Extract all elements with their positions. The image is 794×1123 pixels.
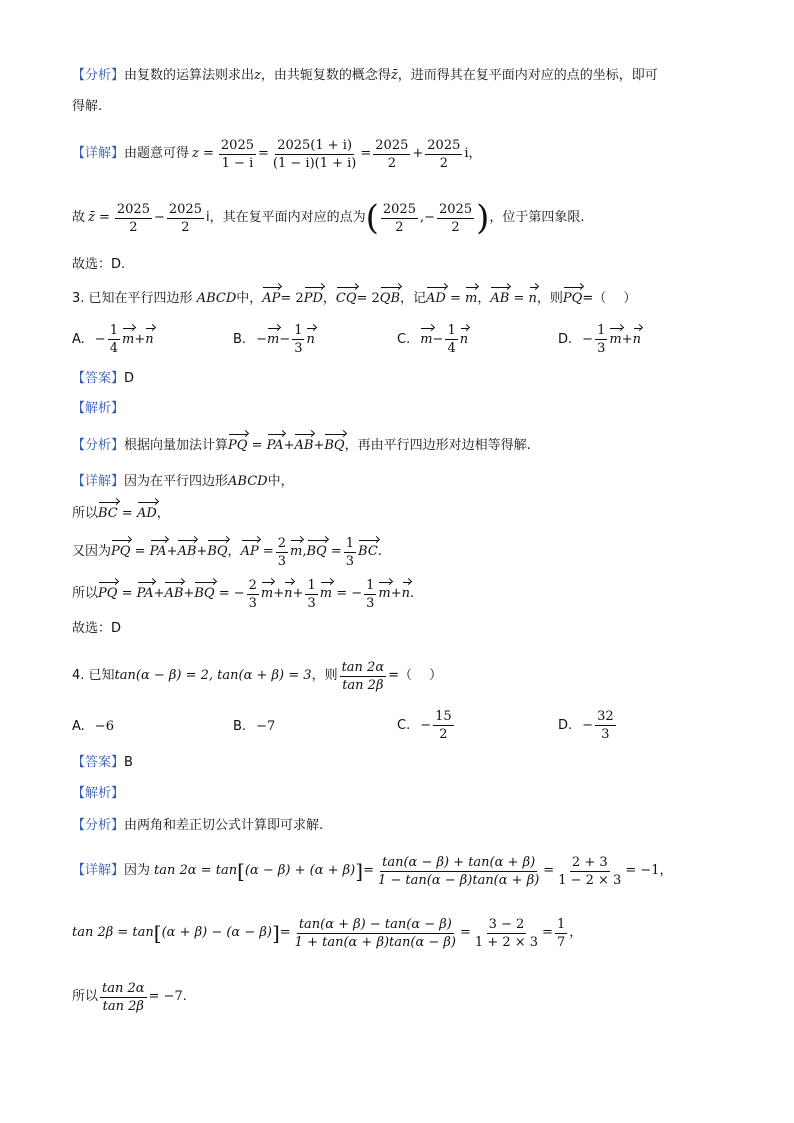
option-op: − xyxy=(279,331,291,347)
vec-pq: PQ xyxy=(228,438,248,453)
equation-lhs: z̄ = xyxy=(88,210,110,225)
option-label: D. xyxy=(558,331,573,347)
vec-bc: BC xyxy=(358,544,378,559)
plus: + xyxy=(313,438,325,453)
vec-ad: AD xyxy=(136,506,157,521)
q2-detail-line1 xyxy=(72,134,734,174)
vec-pa: PA xyxy=(149,544,167,559)
q3-detail-line3: 又因为 PQ = PA + AB + BQ ， AP = $\frac{2}{3}$ m , BQ = $\frac{1}{3}$ BC . xyxy=(72,535,382,569)
fraction: $\frac{\tan(\alpha - \beta) + \tan(\alpha + \beta)}{1 - \tan(\alpha - \beta)\tan(\alpha + \beta)}$ xyxy=(377,854,540,888)
fraction: $\frac{2025}{2}$ xyxy=(168,201,202,235)
vec-n: n xyxy=(528,291,537,306)
q3-choice: 故选：D xyxy=(72,621,122,636)
vec-m: m xyxy=(420,331,433,347)
vec-qb: QB xyxy=(379,291,401,306)
period: . xyxy=(182,989,187,1004)
option-label: C. xyxy=(397,717,411,733)
plus: + xyxy=(412,146,424,161)
analysis-tag: 【分析】 xyxy=(72,438,125,453)
equation-lhs: tan 2β = tan xyxy=(72,925,154,940)
equals: = xyxy=(121,586,133,601)
option-value: −7 xyxy=(256,719,276,734)
q3-option-b[interactable] xyxy=(233,322,315,357)
fraction: $\frac{1}{3}$ xyxy=(597,323,606,356)
analysis-text: 由复数的运算法则求出 xyxy=(124,68,255,83)
minus: − xyxy=(153,210,165,225)
analysis-text: ，由共轭复数的概念得 xyxy=(260,68,391,83)
vec-pd: PD xyxy=(303,291,323,306)
detail-tag: 【详解】 xyxy=(72,474,125,489)
fraction: $\frac{\tan 2\alpha}{\tan 2\beta}$ xyxy=(102,980,145,1014)
q4-conclusion xyxy=(72,976,734,1018)
analysis-text: 由两角和差正切公式计算即可求解. xyxy=(124,818,324,833)
separator: ， xyxy=(227,544,241,559)
vec-m: m xyxy=(465,291,478,306)
detail-text: i，其在复平面内对应的点为 xyxy=(205,210,366,225)
stem-text: =（ ） xyxy=(388,668,443,683)
fraction: $\frac{2025}{2}$ xyxy=(439,201,473,235)
plus: + xyxy=(196,544,208,559)
detail-text: 又因为 xyxy=(72,544,112,559)
q3-option-d[interactable] xyxy=(558,322,641,357)
analysis-tag: 【分析】 xyxy=(72,68,125,83)
vec-n: n xyxy=(632,331,641,347)
detail-tag: 【详解】 xyxy=(72,863,125,878)
option-value: −6 xyxy=(94,719,114,734)
q4-option-c[interactable] xyxy=(397,708,456,743)
left-paren: ( xyxy=(365,198,379,238)
fraction: $\frac{2025}{2}$ xyxy=(382,201,416,235)
equals: = xyxy=(134,544,146,559)
option-label: D. xyxy=(558,717,573,733)
fraction: $\frac{2025}{1 - i}$ xyxy=(220,137,254,171)
q4-option-d[interactable] xyxy=(558,708,618,743)
fraction: $\frac{15}{2}$ xyxy=(435,709,452,742)
plus: + xyxy=(153,586,165,601)
vec-ab: AB xyxy=(490,291,510,306)
q3-option-a[interactable] xyxy=(72,322,154,357)
stem-text: 3. 已知在平行四边形 xyxy=(72,291,193,306)
vec-bq: BQ xyxy=(194,586,215,601)
q3-detail-line4 xyxy=(72,574,734,614)
analysis-text: ，进而得其在复平面内对应的点的坐标，即可 xyxy=(397,68,658,83)
answer-value: D xyxy=(124,371,135,386)
separator: ， xyxy=(477,291,491,306)
equals: = xyxy=(251,438,263,453)
analysis-text: 根据向量加法计算 xyxy=(124,438,229,453)
q2-detail-line2 xyxy=(72,196,734,240)
option-op: + xyxy=(621,331,633,347)
vec-ab: AB xyxy=(177,544,197,559)
option-label: B. xyxy=(233,331,247,347)
bracket-inner: (α − β) + (α + β) xyxy=(244,863,356,878)
answer-tag: 【答案】 xyxy=(72,371,125,386)
equation-lhs: z = xyxy=(192,146,214,161)
answer-value: B xyxy=(124,755,133,770)
analysis-text: ，再由平行四边形对边相等得解. xyxy=(344,438,531,453)
fraction: $\frac{2025}{2}$ xyxy=(375,137,409,171)
detail-text: 因为在平行四边形 xyxy=(124,474,229,489)
detail-text: 由题意可得 xyxy=(124,146,190,161)
fraction: $\frac{3 - 2}{1 + 2 \times 3}$ xyxy=(474,916,539,950)
period: . xyxy=(377,544,382,559)
separator: ， xyxy=(156,506,170,521)
vec-pq: PQ xyxy=(111,544,131,559)
equals: = xyxy=(449,291,461,306)
q4-stem xyxy=(72,656,734,696)
equals: = xyxy=(330,544,342,559)
stem-text: 4. 已知 xyxy=(72,668,115,683)
q4-answer xyxy=(72,754,734,772)
stem-text: ，记 xyxy=(400,291,427,306)
q3-detail-line2 xyxy=(72,505,734,523)
fraction: $\frac{2}{3}$ xyxy=(248,577,257,611)
option-label: C. xyxy=(397,331,411,347)
var-zbar: z̄ xyxy=(390,68,398,83)
q3-answer xyxy=(72,370,734,388)
option-sign: − xyxy=(420,717,432,733)
option-label: A. xyxy=(72,331,85,347)
vec-n: n xyxy=(145,331,154,347)
vec-m: m xyxy=(378,586,391,601)
detail-text: 中， xyxy=(267,474,294,489)
option-op: − xyxy=(432,331,444,347)
option-op: + xyxy=(134,331,146,347)
q3-analysis xyxy=(72,437,734,455)
vec-ap: AP xyxy=(240,544,259,559)
vec-n: n xyxy=(284,586,293,601)
equation-lhs: tan 2α = tan xyxy=(154,863,238,878)
vec-n: n xyxy=(459,331,469,347)
equals: = xyxy=(360,146,372,161)
q4-option-b[interactable] xyxy=(233,718,275,736)
var-z: z xyxy=(254,68,261,83)
vec-pa: PA xyxy=(266,438,284,453)
equals-2: = 2 xyxy=(356,291,380,306)
equals: = xyxy=(262,544,274,559)
fraction: $\frac{2025}{2}$ xyxy=(116,201,150,235)
q4-detail-line1: 【详解】 因为 tan 2α = tan [ (α − β) + (α + β) ] = $\frac{\tan(\alpha - \beta) + \tan(\alpha + \beta)}{1 - \tan(\alpha - \beta)\tan(\alpha + \beta)}$ = $\frac{2 + 3}{1 - 2 \times 3}$ = −1， xyxy=(72,854,673,888)
fraction: $\frac{1}{4}$ xyxy=(109,323,118,356)
vec-bq: BQ xyxy=(324,438,345,453)
detail-text: 因为 xyxy=(124,863,151,878)
fraction: $\frac{1}{3}$ xyxy=(366,577,375,611)
stem-text: 中， xyxy=(236,291,263,306)
vec-m: m xyxy=(121,331,135,347)
plus: + xyxy=(283,438,295,453)
vec-pq: PQ xyxy=(562,291,583,306)
fraction: $\frac{1}{3}$ xyxy=(294,323,303,356)
stem-text: =（ ） xyxy=(582,291,637,306)
q3-stem xyxy=(72,290,734,308)
vec-m: m xyxy=(266,331,280,347)
minus: − xyxy=(233,586,245,601)
fraction: $\frac{32}{3}$ xyxy=(597,709,614,742)
detail-text: 所以 xyxy=(72,989,99,1004)
right-paren: ) xyxy=(476,198,490,238)
detail-text: ，位于第四象限. xyxy=(489,210,585,225)
vec-m: m xyxy=(260,586,274,601)
stem-text: ，则 xyxy=(311,668,338,683)
plus: + xyxy=(166,544,178,559)
vec-ab: AB xyxy=(164,586,184,601)
option-sign: − xyxy=(94,331,106,347)
period: . xyxy=(410,586,415,601)
option-label: B. xyxy=(233,719,247,734)
fraction: $\frac{2025}{2}$ xyxy=(427,137,461,171)
option-sign: − xyxy=(582,717,594,733)
vec-m: m xyxy=(319,586,333,601)
q2-analysis-line1 xyxy=(72,67,734,85)
option-sign: − xyxy=(582,331,594,347)
fraction: $\frac{1}{4}$ xyxy=(447,323,456,356)
analysis-tag: 【分析】 xyxy=(72,818,125,833)
q3-option-c[interactable] xyxy=(397,322,468,357)
q4-analysis xyxy=(72,817,734,835)
q4-explain xyxy=(72,785,734,803)
fraction: $\frac{1}{3}$ xyxy=(307,577,316,611)
minus: − xyxy=(351,586,363,601)
fraction: $\frac{1}{3}$ xyxy=(345,535,355,569)
q4-detail-line2: tan 2β = tan [ (α + β) − (α − β) ] = $\frac{\tan(\alpha + \beta) - \tan(\alpha - \beta)}{1 + \tan(\alpha + \beta)\tan(\alpha - \beta)}$ = $\frac{3 - 2}{1 + 2 \times 3}$ = $\frac{1}{7}$ ， xyxy=(72,916,583,950)
result: = −1， xyxy=(625,863,673,878)
separator: ， xyxy=(322,291,336,306)
equals: = xyxy=(258,146,269,161)
separator: ， xyxy=(569,925,583,940)
vec-m: m xyxy=(609,331,622,347)
var-abcd: ABCD xyxy=(228,474,268,489)
detail-tag: 【详解】 xyxy=(72,146,125,161)
vec-n: n xyxy=(306,331,315,347)
vec-pa: PA xyxy=(136,586,154,601)
vec-ad: AD xyxy=(426,291,446,306)
detail-text: 所以 xyxy=(72,586,99,601)
vec-m: m xyxy=(290,544,303,559)
q4-option-a[interactable] xyxy=(72,718,114,736)
q2-analysis-line2 xyxy=(72,98,734,116)
vec-cq: CQ xyxy=(335,291,357,306)
detail-text: 所以 xyxy=(72,506,99,521)
vec-ap: AP xyxy=(262,291,281,306)
equals: = xyxy=(513,291,525,306)
var-abcd: ABCD xyxy=(196,291,237,306)
analysis-text: 得解. xyxy=(72,99,103,114)
option-sign: − xyxy=(256,331,267,347)
fraction: $\frac{1}{7}$ xyxy=(556,916,566,950)
vec-pq: PQ xyxy=(98,586,118,601)
plus: + xyxy=(390,586,402,601)
q2-choice: 故选：D. xyxy=(72,257,126,272)
fraction: $\frac{2025(1 + i)}{(1 - i)(1 + i)}$ xyxy=(272,137,357,171)
vec-bq: BQ xyxy=(306,544,327,559)
vec-ab: AB xyxy=(294,438,314,453)
vec-bq: BQ xyxy=(207,544,228,559)
fraction: $\frac{\tan(\alpha + \beta) - \tan(\alpha - \beta)}{1 + \tan(\alpha + \beta)\tan(\alpha - \beta)}$ xyxy=(294,916,456,950)
detail-tail: i， xyxy=(464,146,482,161)
q3-explain xyxy=(72,400,734,418)
vec-n: n xyxy=(401,586,411,601)
vec-bc: BC xyxy=(98,506,118,521)
explain-tag: 【解析】 xyxy=(72,401,125,416)
q3-detail-line1 xyxy=(72,473,734,491)
bracket-inner: (α + β) − (α − β) xyxy=(161,925,272,940)
equals: = xyxy=(336,586,348,601)
option-label: A. xyxy=(72,719,85,734)
fraction: $\frac{\tan 2\alpha}{\tan 2\beta}$ xyxy=(341,659,385,693)
equals-2: = 2 xyxy=(280,291,304,306)
condition: tan(α − β) = 2, tan(α + β) = 3 xyxy=(114,668,312,683)
equals: = xyxy=(121,506,133,521)
explain-tag: 【解析】 xyxy=(72,786,125,801)
separator: ,− xyxy=(419,210,435,225)
plus: + xyxy=(292,586,304,601)
fraction: $\frac{2}{3}$ xyxy=(277,535,287,569)
equals: = xyxy=(218,586,230,601)
answer-tag: 【答案】 xyxy=(72,755,125,770)
plus: + xyxy=(183,586,195,601)
fraction: $\frac{2 + 3}{1 - 2 \times 3}$ xyxy=(558,854,622,888)
detail-text: 故 xyxy=(72,210,86,225)
result: = −7 xyxy=(148,989,183,1004)
stem-text: ，则 xyxy=(536,291,563,306)
plus: + xyxy=(273,586,285,601)
